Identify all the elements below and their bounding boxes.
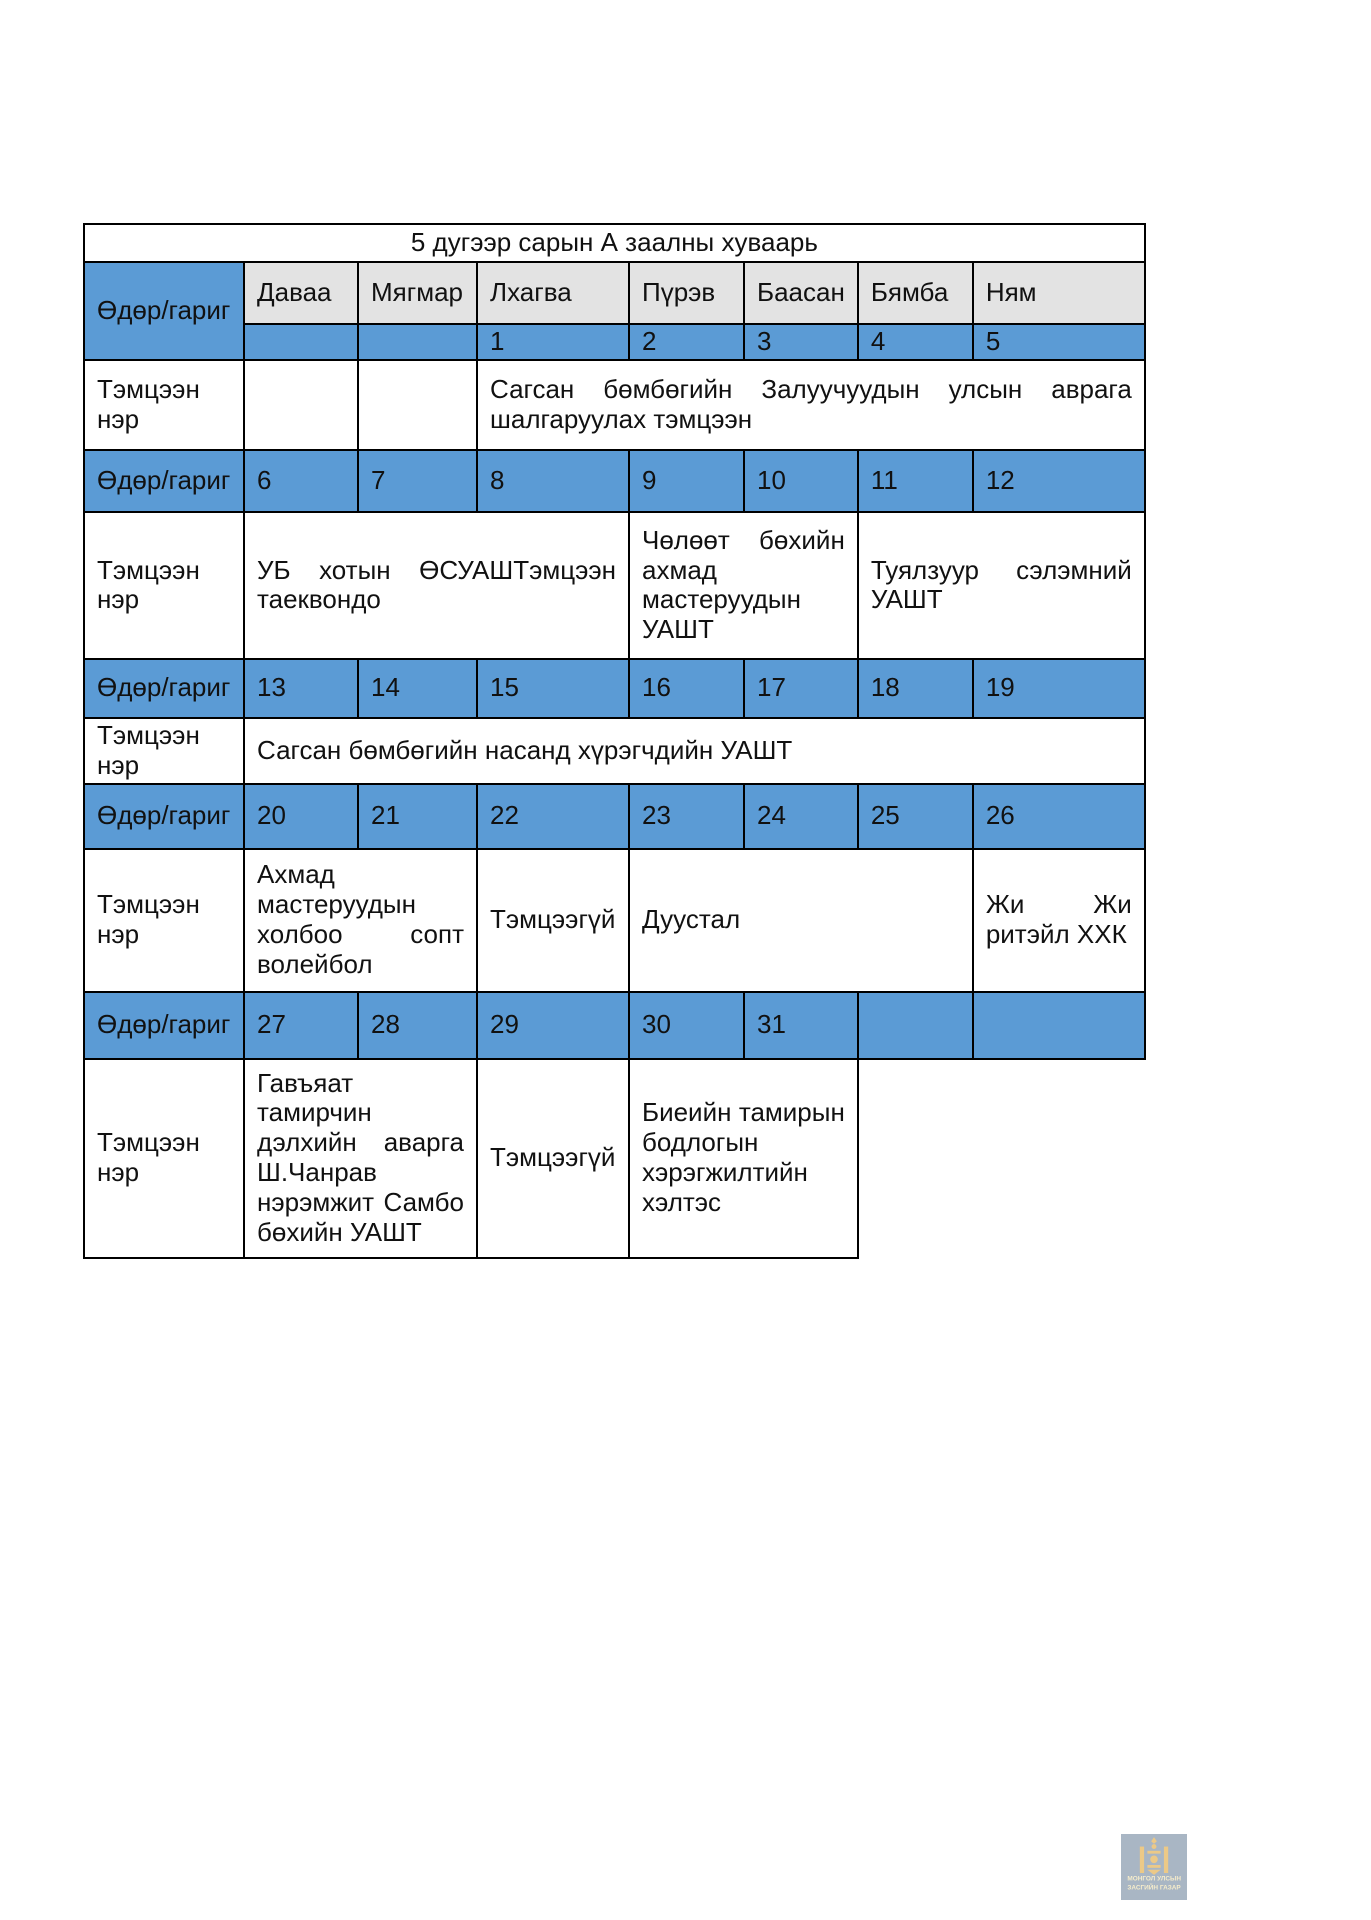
competition-row-label: Тэмцээн нэр (84, 512, 244, 659)
day-header-thursday: Пүрэв (629, 262, 744, 324)
date-cell: 4 (858, 324, 973, 360)
date-cell (358, 324, 477, 360)
competition-cell: Тэмцээгүй (477, 849, 629, 992)
day-row-label: Өдөр/гариг (84, 992, 244, 1059)
competition-row-label: Тэмцээн нэр (84, 849, 244, 992)
competition-cell: Сагсан бөмбөгийн насанд хүрэгчдийн УАШТ (244, 718, 1145, 784)
date-cell: 7 (358, 450, 477, 512)
date-cell: 24 (744, 784, 858, 849)
date-cell: 6 (244, 450, 358, 512)
competition-cell: Туялзуур сэлэмний УАШТ (858, 512, 1145, 659)
logo-text-line1: МОНГОЛ УЛСЫН (1127, 1876, 1181, 1883)
competition-cell: Биеийн тамирын бодлогын хэрэгжилтийн хэлтэс (629, 1059, 858, 1258)
date-cell (244, 324, 358, 360)
competition-cell: Дуустал (629, 849, 973, 992)
date-cell: 31 (744, 992, 858, 1059)
soyombo-icon (1137, 1837, 1171, 1875)
competition-cell: Чөлөөт бөхийн ахмад мастеруудын УАШТ (629, 512, 858, 659)
competition-cell: УБ хотын ӨСУАШТэмцээн таеквондо (244, 512, 629, 659)
date-cell: 10 (744, 450, 858, 512)
date-cell: 23 (629, 784, 744, 849)
date-cell: 15 (477, 659, 629, 718)
date-cell: 1 (477, 324, 629, 360)
day-row-label: Өдөр/гариг (84, 659, 244, 718)
empty-cell (358, 360, 477, 450)
date-cell: 28 (358, 992, 477, 1059)
day-header-sunday: Ням (973, 262, 1145, 324)
date-cell: 3 (744, 324, 858, 360)
day-header-tuesday: Мягмар (358, 262, 477, 324)
logo-text-line2: ЗАСГИЙН ГАЗАР (1127, 1885, 1181, 1892)
day-header-wednesday: Лхагва (477, 262, 629, 324)
date-cell: 16 (629, 659, 744, 718)
date-cell: 17 (744, 659, 858, 718)
date-cell: 20 (244, 784, 358, 849)
competition-row-label: Тэмцээн нэр (84, 1059, 244, 1258)
date-cell: 11 (858, 450, 973, 512)
date-cell: 27 (244, 992, 358, 1059)
date-cell: 9 (629, 450, 744, 512)
date-cell: 29 (477, 992, 629, 1059)
date-cell: 14 (358, 659, 477, 718)
date-cell: 22 (477, 784, 629, 849)
date-cell: 5 (973, 324, 1145, 360)
competition-row-label: Тэмцээн нэр (84, 718, 244, 784)
date-cell: 25 (858, 784, 973, 849)
day-header-monday: Даваа (244, 262, 358, 324)
date-cell: 21 (358, 784, 477, 849)
date-cell: 18 (858, 659, 973, 718)
day-row-label: Өдөр/гариг (84, 450, 244, 512)
competition-cell: Тэмцээгүй (477, 1059, 629, 1258)
competition-cell: Ахмад мастеруудын холбоо сопт волейбол (244, 849, 477, 992)
table-title: 5 дугээр сарын А заалны хуваарь (84, 224, 1145, 262)
day-header-saturday: Бямба (858, 262, 973, 324)
date-cell: 2 (629, 324, 744, 360)
date-cell: 30 (629, 992, 744, 1059)
date-cell: 19 (973, 659, 1145, 718)
competition-row-label: Тэмцээн нэр (84, 360, 244, 450)
day-row-label: Өдөр/гариг (84, 262, 244, 360)
date-cell (973, 992, 1145, 1059)
day-row-label: Өдөр/гариг (84, 784, 244, 849)
schedule-table (83, 223, 1146, 1259)
day-header-friday: Баасан (744, 262, 858, 324)
date-cell (858, 992, 973, 1059)
competition-cell: Гавъяат тамирчин дэлхийн аварга Ш.Чанрав нэрэмжит Самбо бөхийн УАШТ (244, 1059, 477, 1258)
date-cell: 13 (244, 659, 358, 718)
date-cell: 8 (477, 450, 629, 512)
competition-cell: Сагсан бөмбөгийн Залуучуудын улсын аврага шалгаруулах тэмцээн (477, 360, 1145, 450)
empty-cell (244, 360, 358, 450)
government-logo (1121, 1834, 1187, 1900)
date-cell: 12 (973, 450, 1145, 512)
competition-cell: Жи Жи ритэйл ХХК (973, 849, 1145, 992)
date-cell: 26 (973, 784, 1145, 849)
